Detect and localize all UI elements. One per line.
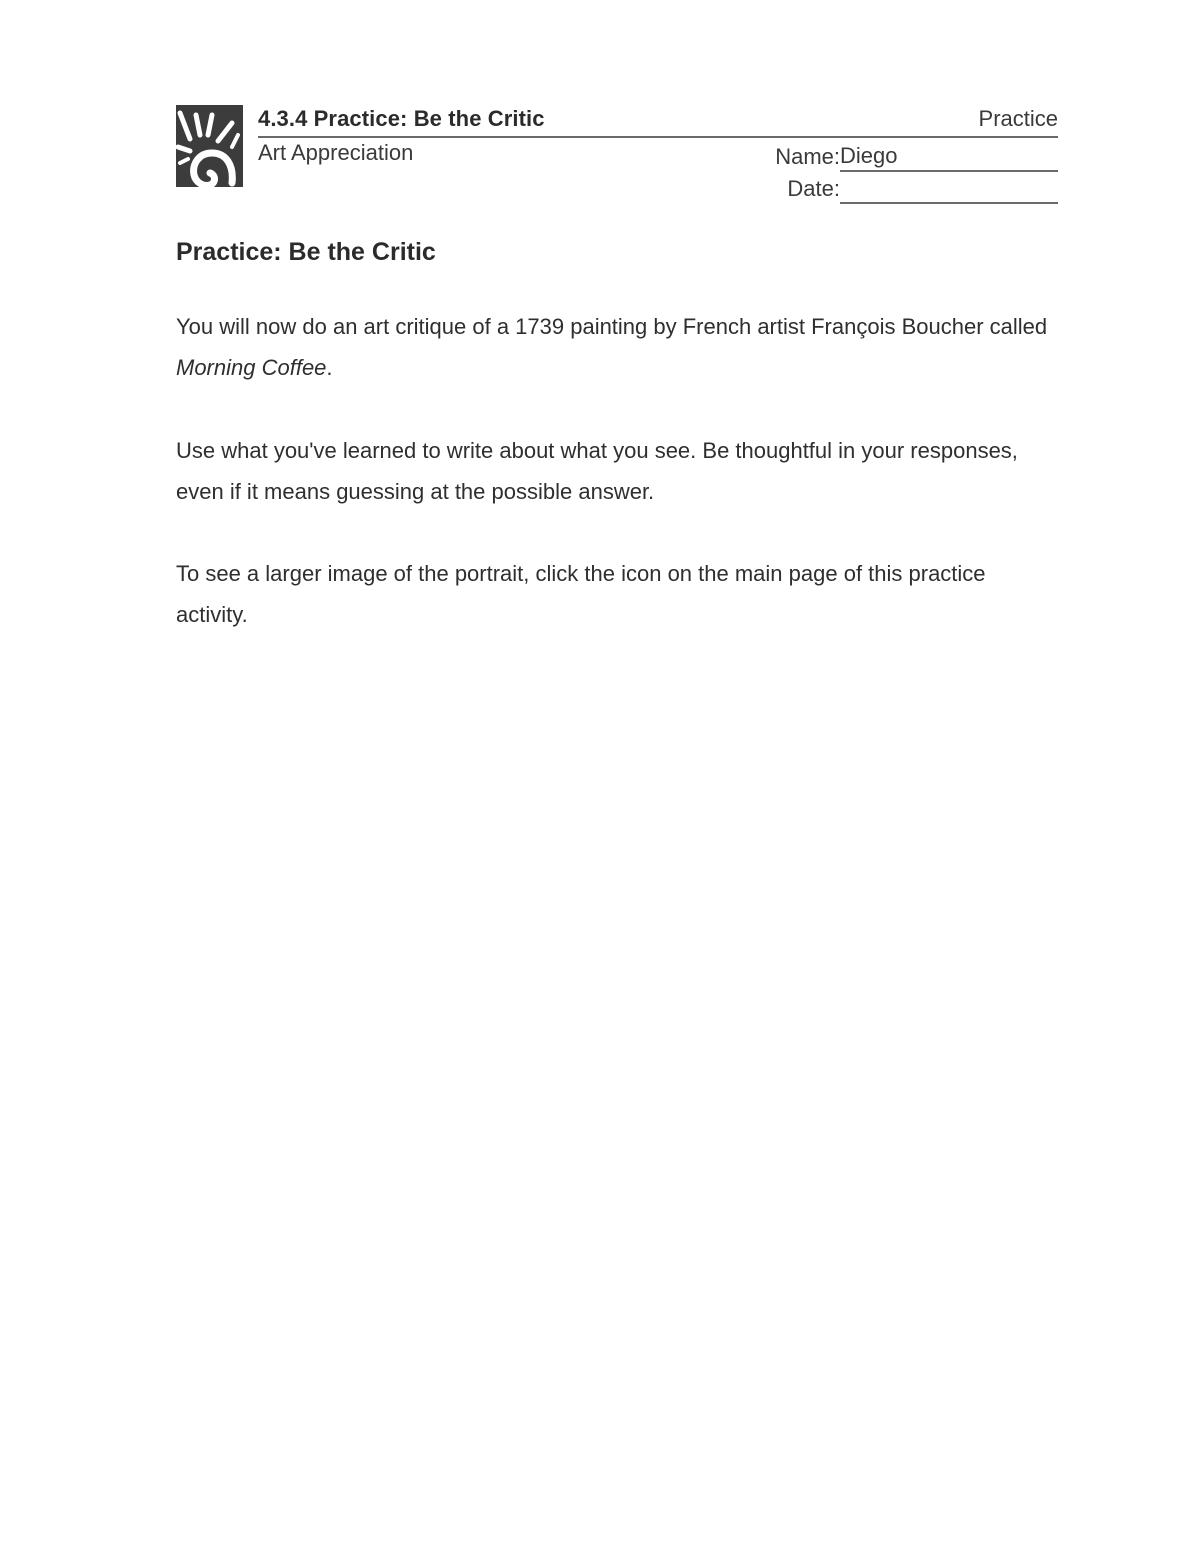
sunburst-logo-icon <box>176 105 243 187</box>
name-field-row <box>775 142 1058 172</box>
instruction-paragraph: Use what you've learned to write about what you see. Be thoughtful in your responses, even if it means guessing at the possible answer. <box>176 438 1018 504</box>
painting-title: Morning Coffee <box>176 355 327 380</box>
date-field[interactable] <box>840 174 1058 204</box>
name-field[interactable]: Diego <box>840 142 1058 172</box>
date-label: Date: <box>787 176 840 201</box>
image-hint-paragraph: To see a larger image of the portrait, click the icon on the main page of this practice activity. <box>176 561 986 627</box>
intro-paragraph <box>176 306 1056 388</box>
header-divider <box>258 136 1058 138</box>
subject-label: Art Appreciation <box>258 140 414 165</box>
intro-text-end: . <box>326 355 333 380</box>
date-field-row <box>787 174 1058 204</box>
intro-text: You will now do an art critique of a 1739 painting by French artist François Boucher called <box>176 314 1048 339</box>
document-type-label: Practice <box>978 106 1058 131</box>
name-label: Name: <box>775 144 840 169</box>
course-title: 4.3.4 Practice: Be the Critic <box>258 106 545 131</box>
section-heading: Practice: Be the Critic <box>176 238 436 266</box>
